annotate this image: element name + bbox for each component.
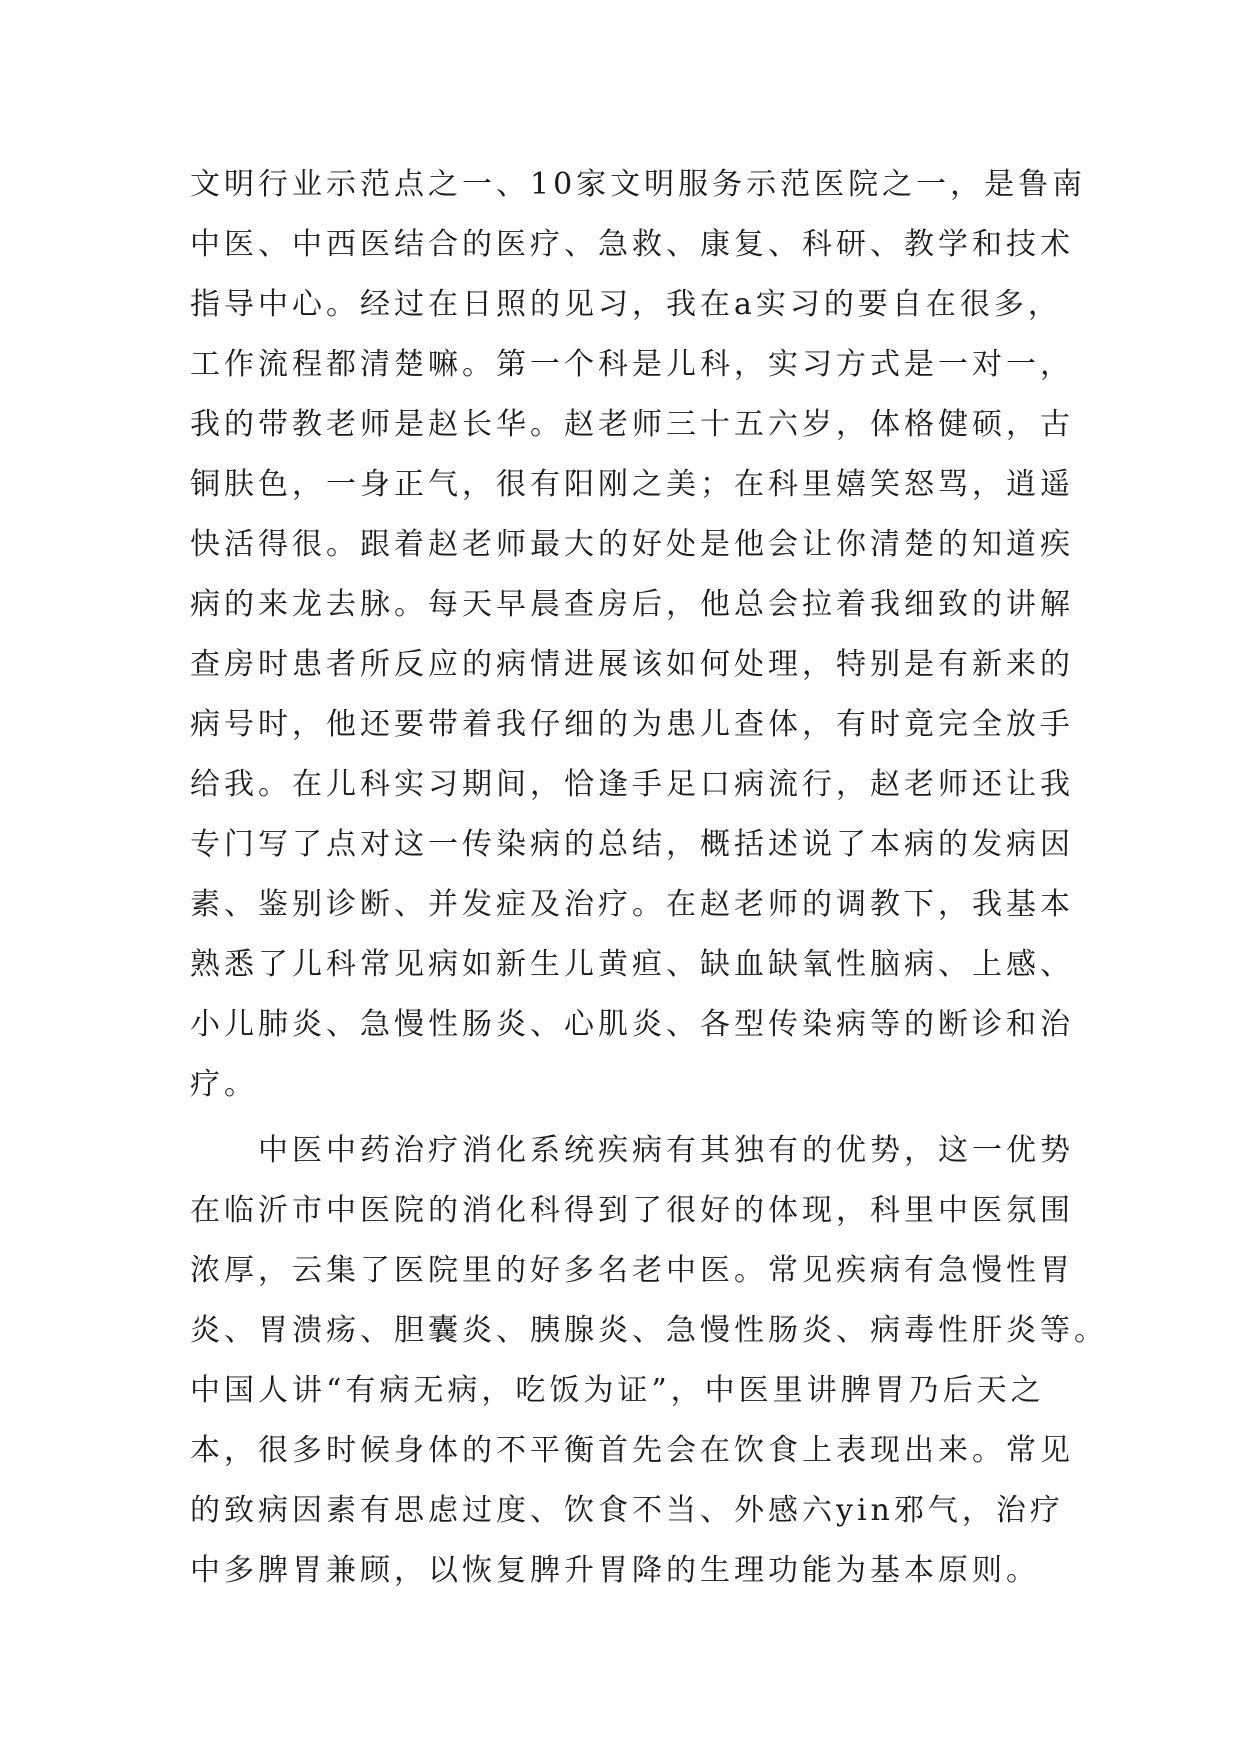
text-line: 文明行业示范点之一、10家文明服务示范医院之一，是鲁南 bbox=[190, 167, 1087, 202]
text-line: 我的带教老师是赵长华。赵老师三十五六岁，体格健硕，古 bbox=[190, 407, 1074, 442]
paragraph-2 bbox=[190, 1121, 1108, 1601]
text-line: 给我。在儿科实习期间，恰逢手足口病流行，赵老师还让我 bbox=[190, 767, 1074, 802]
text-line: 工作流程都清楚嘛。第一个科是儿科，实习方式是一对一， bbox=[190, 347, 1074, 382]
text-line: 铜肤色，一身正气，很有阳刚之美；在科里嬉笑怒骂，逍遥 bbox=[190, 467, 1074, 502]
text-line: 指导中心。经过在日照的见习，我在a实习的要自在很多， bbox=[190, 287, 1062, 322]
text-line: 浓厚，云集了医院里的好多名老中医。常见疾病有急慢性胃 bbox=[190, 1253, 1074, 1288]
text-line: 中国人讲“有病无病，吃饭为证”，中医里讲脾胃乃后天之 bbox=[190, 1373, 1045, 1408]
text-line: 快活得很。跟着赵老师最大的好处是他会让你清楚的知道疾 bbox=[190, 527, 1074, 562]
text-line: 中医中药治疗消化系统疾病有其独有的优势，这一优势 bbox=[190, 1133, 1074, 1168]
paragraph-1 bbox=[190, 155, 1087, 1115]
body-text bbox=[190, 155, 1108, 1601]
text-line: 查房时患者所反应的病情进展该如何处理，特别是有新来的 bbox=[190, 647, 1074, 682]
text-line: 小儿肺炎、急慢性肠炎、心肌炎、各型传染病等的断诊和治 bbox=[190, 1007, 1074, 1042]
text-line: 本，很多时候身体的不平衡首先会在饮食上表现出来。常见 bbox=[190, 1433, 1074, 1468]
text-line: 在临沂市中医院的消化科得到了很好的体现，科里中医氛围 bbox=[190, 1193, 1074, 1228]
text-line: 炎、胃溃疡、胆囊炎、胰腺炎、急慢性肠炎、病毒性肝炎等。 bbox=[190, 1313, 1108, 1348]
text-line: 中医、中西医结合的医疗、急救、康复、科研、教学和技术 bbox=[190, 227, 1074, 262]
text-line: 中多脾胃兼顾，以恢复脾升胃降的生理功能为基本原则。 bbox=[190, 1553, 1040, 1588]
text-line: 专门写了点对这一传染病的总结，概括述说了本病的发病因 bbox=[190, 827, 1074, 862]
text-line: 素、鉴别诊断、并发症及治疗。在赵老师的调教下，我基本 bbox=[190, 887, 1074, 922]
text-line: 病的来龙去脉。每天早晨查房后，他总会拉着我细致的讲解 bbox=[190, 587, 1074, 622]
text-line: 的致病因素有思虑过度、饮食不当、外感六yin邪气，治疗 bbox=[190, 1493, 1064, 1528]
text-line: 病号时，他还要带着我仔细的为患儿查体，有时竟完全放手 bbox=[190, 707, 1074, 742]
text-line: 疗。 bbox=[190, 1067, 258, 1102]
text-line: 熟悉了儿科常见病如新生儿黄疸、缺血缺氧性脑病、上感、 bbox=[190, 947, 1074, 982]
